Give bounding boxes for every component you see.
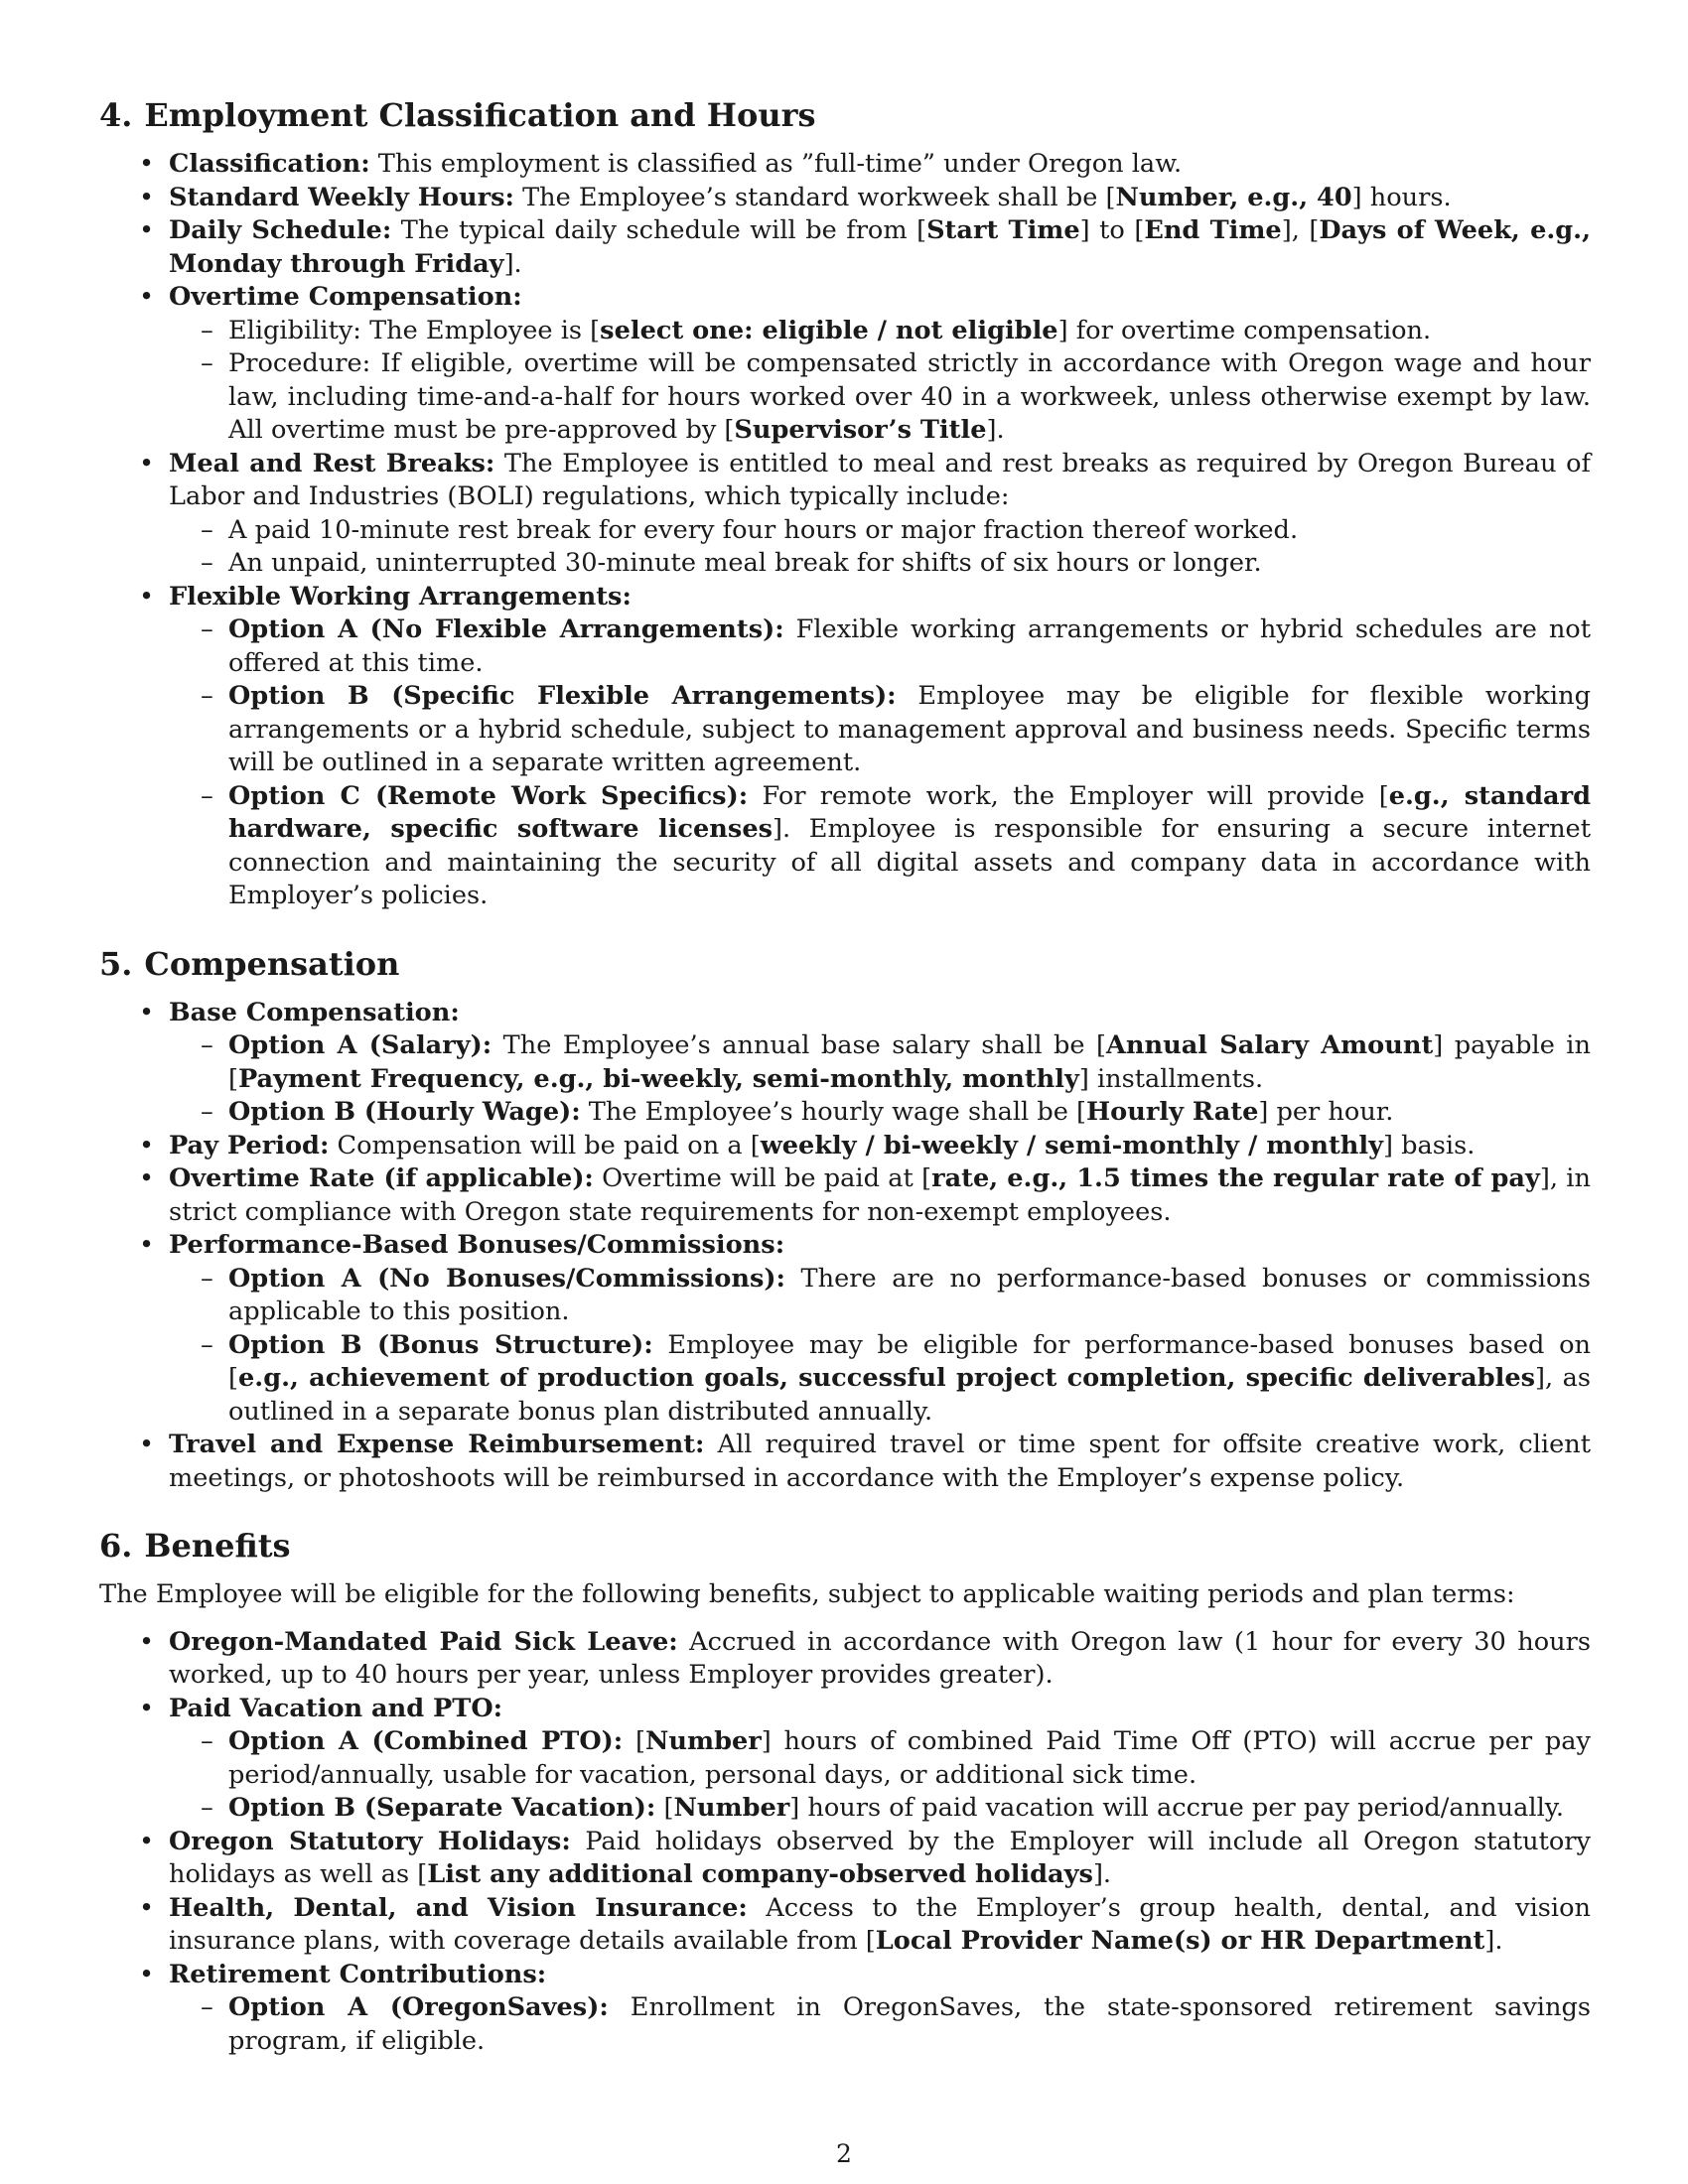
bold-text: e.g., achievement of production goals, successful project completion, specific deliverables (238, 1363, 1536, 1393)
bold-text: Daily Schedule: (169, 215, 392, 245)
sub-list-item (228, 1263, 1591, 1329)
text-run: ] hours of combined Paid Time Off (PTO) will accrue per pay period/annually, usable for vacation, personal days, or additional sick time. (228, 1726, 1591, 1790)
list-item (169, 1626, 1591, 1693)
sub-list-item (228, 1096, 1591, 1130)
bold-text: End Time (1144, 215, 1282, 245)
sub-list (169, 1029, 1591, 1130)
bold-text: Option B (Specific Flexible Arrangements): (228, 681, 897, 711)
bold-text: Option A (OregonSaves): (228, 1992, 609, 2022)
list-item (169, 1130, 1591, 1163)
sub-list-item (228, 514, 1591, 548)
text-run: ] installments. (1078, 1063, 1264, 1094)
sub-list (169, 315, 1591, 448)
text-run: Enrollment in OregonSaves, the state-sponsored retirement savings program, if eligible. (228, 1992, 1591, 2056)
bold-text: Oregon-Mandated Paid Sick Leave: (169, 1626, 678, 1657)
sub-list-item (228, 1991, 1591, 2058)
text-run: ] per hour. (1258, 1097, 1394, 1127)
bold-text: Annual Salary Amount (1106, 1030, 1434, 1060)
sub-list-item (228, 780, 1591, 913)
text-run: Employee may be eligible for flexible working arrangements or a hybrid schedule, subject to management approval and business needs. Specific terms will be outlined in a separate written agreement. (228, 681, 1591, 777)
text-run: ] payable in [ (228, 1030, 1591, 1094)
list-item (169, 1959, 1591, 2059)
bold-text: Number (673, 1793, 790, 1823)
list-item (169, 281, 1591, 448)
sub-list-item (228, 347, 1591, 448)
section-4 (99, 94, 1591, 913)
section-number: 6. (99, 1527, 133, 1565)
section-number: 5. (99, 944, 133, 983)
bold-text: Paid Vacation and PTO: (169, 1693, 503, 1723)
bold-text: Classification: (169, 149, 370, 179)
section-5 (99, 943, 1591, 1496)
bold-text: Health, Dental, and Vision Insurance: (169, 1892, 748, 1923)
text-run: ], in strict compliance with Oregon state requirements for non-exempt employees. (169, 1163, 1591, 1227)
list-item (169, 448, 1591, 581)
section-title: Benefits (144, 1527, 291, 1565)
bullet-list (99, 148, 1591, 913)
text-run: There are no performance-based bonuses or commissions applicable to this position. (228, 1263, 1591, 1326)
text-run: ] basis. (1383, 1130, 1476, 1160)
text-run: ], [ (1281, 215, 1320, 245)
sub-list-item (228, 1725, 1591, 1792)
text-run: ]. (1092, 1859, 1112, 1889)
text-run: ]. (986, 415, 1005, 445)
bold-text: Option B (Hourly Wage): (228, 1097, 581, 1127)
text-run: ] hours of paid vacation will accrue per pay period/annually. (789, 1793, 1564, 1823)
bold-text: Oregon Statutory Holidays: (169, 1826, 571, 1856)
sub-list-item (228, 315, 1591, 348)
page-number: 2 (836, 2139, 852, 2168)
text-run: All required travel or time spent for offsite creative work, client meetings, or photoshoots will be reimbursed in accordance with the Employer’s expense policy. (169, 1430, 1591, 1493)
list-item (169, 1693, 1591, 1826)
text-run: [ (623, 1726, 646, 1756)
sub-list-item (228, 547, 1591, 581)
text-run: The Employee’s annual base salary shall be [ (492, 1030, 1107, 1060)
bold-text: Pay Period: (169, 1130, 330, 1160)
bold-text: List any additional company-observed holidays (427, 1859, 1093, 1889)
bold-text: Supervisor’s Title (734, 415, 987, 445)
sub-list (169, 1991, 1591, 2058)
bold-text: Number (645, 1726, 762, 1756)
bold-text: Option B (Separate Vacation): (228, 1793, 656, 1823)
section-intro: The Employee will be eligible for the following benefits, subject to applicable waiting periods and plan terms: (99, 1579, 1515, 1609)
text-run: Access to the Employer’s group health, dental, and vision insurance plans, with coverage details available from [ (169, 1892, 1591, 1956)
bold-text: Retirement Contributions: (169, 1959, 547, 1989)
bold-text: Overtime Rate (if applicable): (169, 1163, 594, 1193)
bold-text: Option A (Combined PTO): (228, 1726, 624, 1756)
text-run: The Employee’s standard workweek shall be [ (513, 182, 1116, 212)
section-title: Employment Classification and Hours (144, 96, 816, 134)
text-run: A paid 10-minute rest break for every four hours or major fraction thereof worked. (228, 514, 1299, 545)
bold-text: Start Time (926, 215, 1080, 245)
bold-text: Option C (Remote Work Specifics): (228, 780, 749, 811)
text-run: Accrued in accordance with Oregon law (1 hour for every 30 hours worked, up to 40 hours per year, unless Employer provides greater). (169, 1626, 1591, 1690)
bold-text: weekly / bi-weekly / semi-monthly / monthly (760, 1130, 1384, 1160)
bold-text: Flexible Working Arrangements: (169, 581, 632, 612)
text-run: Flexible working arrangements or hybrid schedules are not offered at this time. (228, 614, 1591, 678)
text-run: ]. (1484, 1926, 1503, 1956)
text-run: Employee may be eligible for performance-based bonuses based on [ (228, 1329, 1591, 1393)
list-item (169, 1429, 1591, 1495)
bold-text: Number, e.g., 40 (1115, 182, 1352, 212)
text-run: Eligibility: The Employee is [ (228, 315, 601, 345)
text-run: For remote work, the Employer will provide [ (748, 780, 1389, 811)
text-run: An unpaid, uninterrupted 30-minute meal break for shifts of six hours or longer. (228, 548, 1262, 578)
list-item (169, 997, 1591, 1130)
bold-text: Local Provider Name(s) or HR Department (875, 1926, 1485, 1956)
text-run: Procedure: If eligible, overtime will be compensated strictly in accordance with Oregon wage and hour law, including time-and-a-half for hours worked over 40 in a workweek, unless otherwise exempt by law. All overtime must be pre-approved by [ (228, 348, 1591, 445)
sub-list (169, 1725, 1591, 1826)
section-number: 4. (99, 96, 133, 134)
text-run: ]. (503, 248, 522, 279)
bold-text: Option A (No Flexible Arrangements): (228, 614, 784, 644)
text-run: ], as outlined in a separate bonus plan distributed annually. (228, 1363, 1591, 1427)
list-item (169, 1826, 1591, 1892)
text-run: The Employee is entitled to meal and rest breaks as required by Oregon Bureau of Labor and Industries (BOLI) regulations, which typically include: (169, 448, 1591, 511)
sub-list-item (228, 1029, 1591, 1096)
bold-text: Standard Weekly Hours: (169, 182, 514, 212)
sub-list-item (228, 614, 1591, 680)
bold-text: Performance-Based Bonuses/Commissions: (169, 1230, 785, 1260)
text-run: The Employee’s hourly wage shall be [ (580, 1097, 1086, 1127)
bullet-list (99, 997, 1591, 1496)
text-run: The typical daily schedule will be from [ (391, 215, 927, 245)
list-item (169, 1229, 1591, 1429)
document-page (99, 94, 1591, 2058)
bold-text: Overtime Compensation: (169, 282, 522, 312)
list-item (169, 1892, 1591, 1959)
text-run: Overtime will be paid at [ (593, 1163, 932, 1193)
section-heading (99, 1525, 1591, 1567)
text-run: Paid holidays observed by the Employer will include all Oregon statutory holidays as well as [ (169, 1826, 1591, 1889)
bold-text: e.g., standard hardware, specific software licenses (228, 780, 1592, 844)
text-run: ] to [ (1079, 215, 1145, 245)
text-run: ]. Employee is responsible for ensuring a secure internet connection and maintaining the security of all digital assets and company data in accordance with Employer’s policies. (228, 814, 1591, 910)
bullet-list (99, 1626, 1591, 2059)
list-item (169, 214, 1591, 281)
bold-text: Meal and Rest Breaks: (169, 448, 495, 478)
bold-text: Hourly Rate (1086, 1097, 1259, 1127)
sub-list-item (228, 680, 1591, 780)
sub-list (169, 1263, 1591, 1430)
bold-text: Travel and Expense Reimbursement: (169, 1430, 705, 1459)
sub-list (169, 514, 1591, 581)
bold-text: Option A (Salary): (228, 1030, 492, 1060)
sub-list-item (228, 1329, 1591, 1430)
list-item (169, 581, 1591, 913)
list-item (169, 148, 1591, 182)
bold-text: rate, e.g., 1.5 times the regular rate of pay (931, 1163, 1540, 1193)
text-run: ] hours. (1351, 182, 1452, 212)
text-run: [ (655, 1793, 674, 1823)
bold-text: Option A (No Bonuses/Commissions): (228, 1263, 785, 1294)
bold-text: Option B (Bonus Structure): (228, 1329, 653, 1360)
text-run: ] for overtime compensation. (1057, 315, 1432, 345)
bold-text: Payment Frequency, e.g., bi-weekly, semi-monthly, monthly (238, 1063, 1079, 1094)
bold-text: Base Compensation: (169, 997, 460, 1027)
section-heading (99, 943, 1591, 985)
text-run: This employment is classified as ”full-time” under Oregon law. (369, 149, 1183, 179)
list-item (169, 182, 1591, 215)
bold-text: Days of Week, e.g., Monday through Friday (169, 215, 1592, 279)
text-run: Compensation will be paid on a [ (329, 1130, 761, 1160)
section-title: Compensation (144, 944, 400, 983)
sub-list-item (228, 1792, 1591, 1826)
section-heading (99, 94, 1591, 136)
section-6 (99, 1525, 1591, 2058)
sub-list (169, 614, 1591, 913)
list-item (169, 1162, 1591, 1229)
bold-text: select one: eligible / not eligible (600, 315, 1058, 345)
